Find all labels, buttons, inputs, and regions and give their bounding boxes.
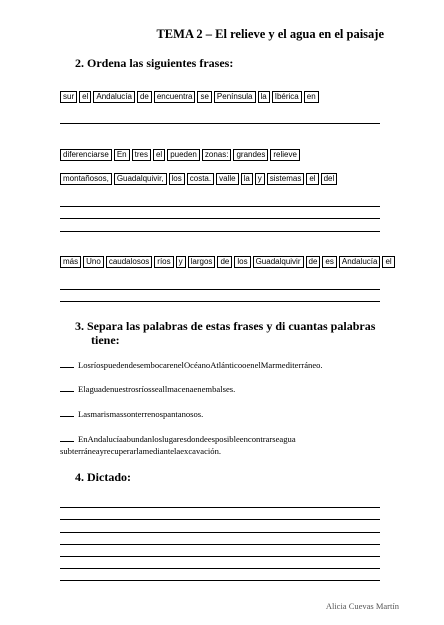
word-box[interactable]: los <box>234 256 250 268</box>
word-box[interactable]: sistemas <box>267 173 305 185</box>
word-row-3 <box>60 173 339 185</box>
sentence-3: Lasmarismassonterrenospantanosos. <box>60 408 203 419</box>
dictation-line <box>60 532 380 533</box>
word-box[interactable]: Guadalquivir <box>253 256 304 268</box>
dictation-line <box>60 519 380 520</box>
sentence-1: LosríospuedendesembocarenelOcéanoAtlánticooenelMarmediterráneo. <box>60 359 323 370</box>
word-row-4 <box>60 256 397 268</box>
dictation-line <box>60 568 380 569</box>
count-blank[interactable] <box>60 359 74 368</box>
answer-line <box>60 218 380 219</box>
dictation-line <box>60 556 380 557</box>
word-box[interactable]: diferenciarse <box>60 149 112 161</box>
word-box[interactable]: en <box>304 91 319 103</box>
word-box[interactable]: tres <box>132 149 151 161</box>
word-box[interactable]: encuentra <box>154 91 196 103</box>
word-box[interactable]: relieve <box>270 149 300 161</box>
word-box[interactable]: Andalucía <box>93 91 135 103</box>
word-box[interactable]: del <box>321 173 338 185</box>
word-box[interactable]: zonas: <box>202 149 232 161</box>
author-credit: Alicia Cuevas Martín <box>325 601 399 611</box>
section-2-heading: 2. Ordena las siguientes frases: <box>75 56 234 70</box>
sentence-4: EnAndalucíaabundanloslugaresdondeesposibleencontrarseagua <box>60 433 296 444</box>
word-box[interactable]: y <box>176 256 186 268</box>
answer-line <box>60 289 380 290</box>
section-3-heading: 3. Separa las palabras de estas frases y di cuantas palabras <box>75 319 376 333</box>
word-box[interactable]: de <box>217 256 232 268</box>
count-blank[interactable] <box>60 433 74 442</box>
sentence-4-continued: subterráneayrecuperarlamediantelaexcavación. <box>60 446 222 456</box>
count-blank[interactable] <box>60 383 74 392</box>
word-box[interactable]: largos <box>188 256 216 268</box>
word-box[interactable]: de <box>137 91 152 103</box>
word-box[interactable]: Uno <box>83 256 104 268</box>
word-row-2 <box>60 149 302 161</box>
word-box[interactable]: costa. <box>187 173 214 185</box>
word-box[interactable]: Ibérica <box>272 91 302 103</box>
word-box[interactable]: el <box>79 91 91 103</box>
section-4-heading: 4. Dictado: <box>75 470 131 484</box>
word-box[interactable]: y <box>255 173 265 185</box>
word-box[interactable]: la <box>258 91 270 103</box>
word-box[interactable]: caudalosos <box>106 256 152 268</box>
word-box[interactable]: valle <box>216 173 238 185</box>
word-box[interactable]: se <box>197 91 211 103</box>
word-box[interactable]: En <box>114 149 130 161</box>
section-3-heading-cont: tiene: <box>91 333 120 347</box>
answer-line <box>60 231 380 232</box>
dictation-line <box>60 544 380 545</box>
word-box[interactable]: pueden <box>167 149 200 161</box>
word-box[interactable]: ríos <box>154 256 173 268</box>
word-row-1 <box>60 91 321 103</box>
dictation-line <box>60 580 380 581</box>
word-box[interactable]: el <box>153 149 165 161</box>
answer-line <box>60 301 380 302</box>
answer-line <box>60 206 380 207</box>
word-box[interactable]: Península <box>214 91 256 103</box>
word-box[interactable]: los <box>169 173 185 185</box>
word-box[interactable]: el <box>306 173 318 185</box>
word-box[interactable]: el <box>382 256 394 268</box>
word-box[interactable]: más <box>60 256 81 268</box>
word-box[interactable]: sur <box>60 91 77 103</box>
answer-line <box>60 123 380 124</box>
word-box[interactable]: es <box>322 256 336 268</box>
count-blank[interactable] <box>60 408 74 417</box>
page-title: TEMA 2 – El relieve y el agua en el paisaje <box>156 27 384 41</box>
word-box[interactable]: montañosos, <box>60 173 112 185</box>
word-box[interactable]: grandes <box>233 149 268 161</box>
word-box[interactable]: Guadalquivir, <box>114 173 167 185</box>
sentence-2: Elaguadenuestrosríosseallmacenaenembalses. <box>60 383 235 394</box>
word-box[interactable]: de <box>306 256 321 268</box>
word-box[interactable]: la <box>241 173 253 185</box>
dictation-line <box>60 507 380 508</box>
word-box[interactable]: Andalucía <box>339 256 381 268</box>
